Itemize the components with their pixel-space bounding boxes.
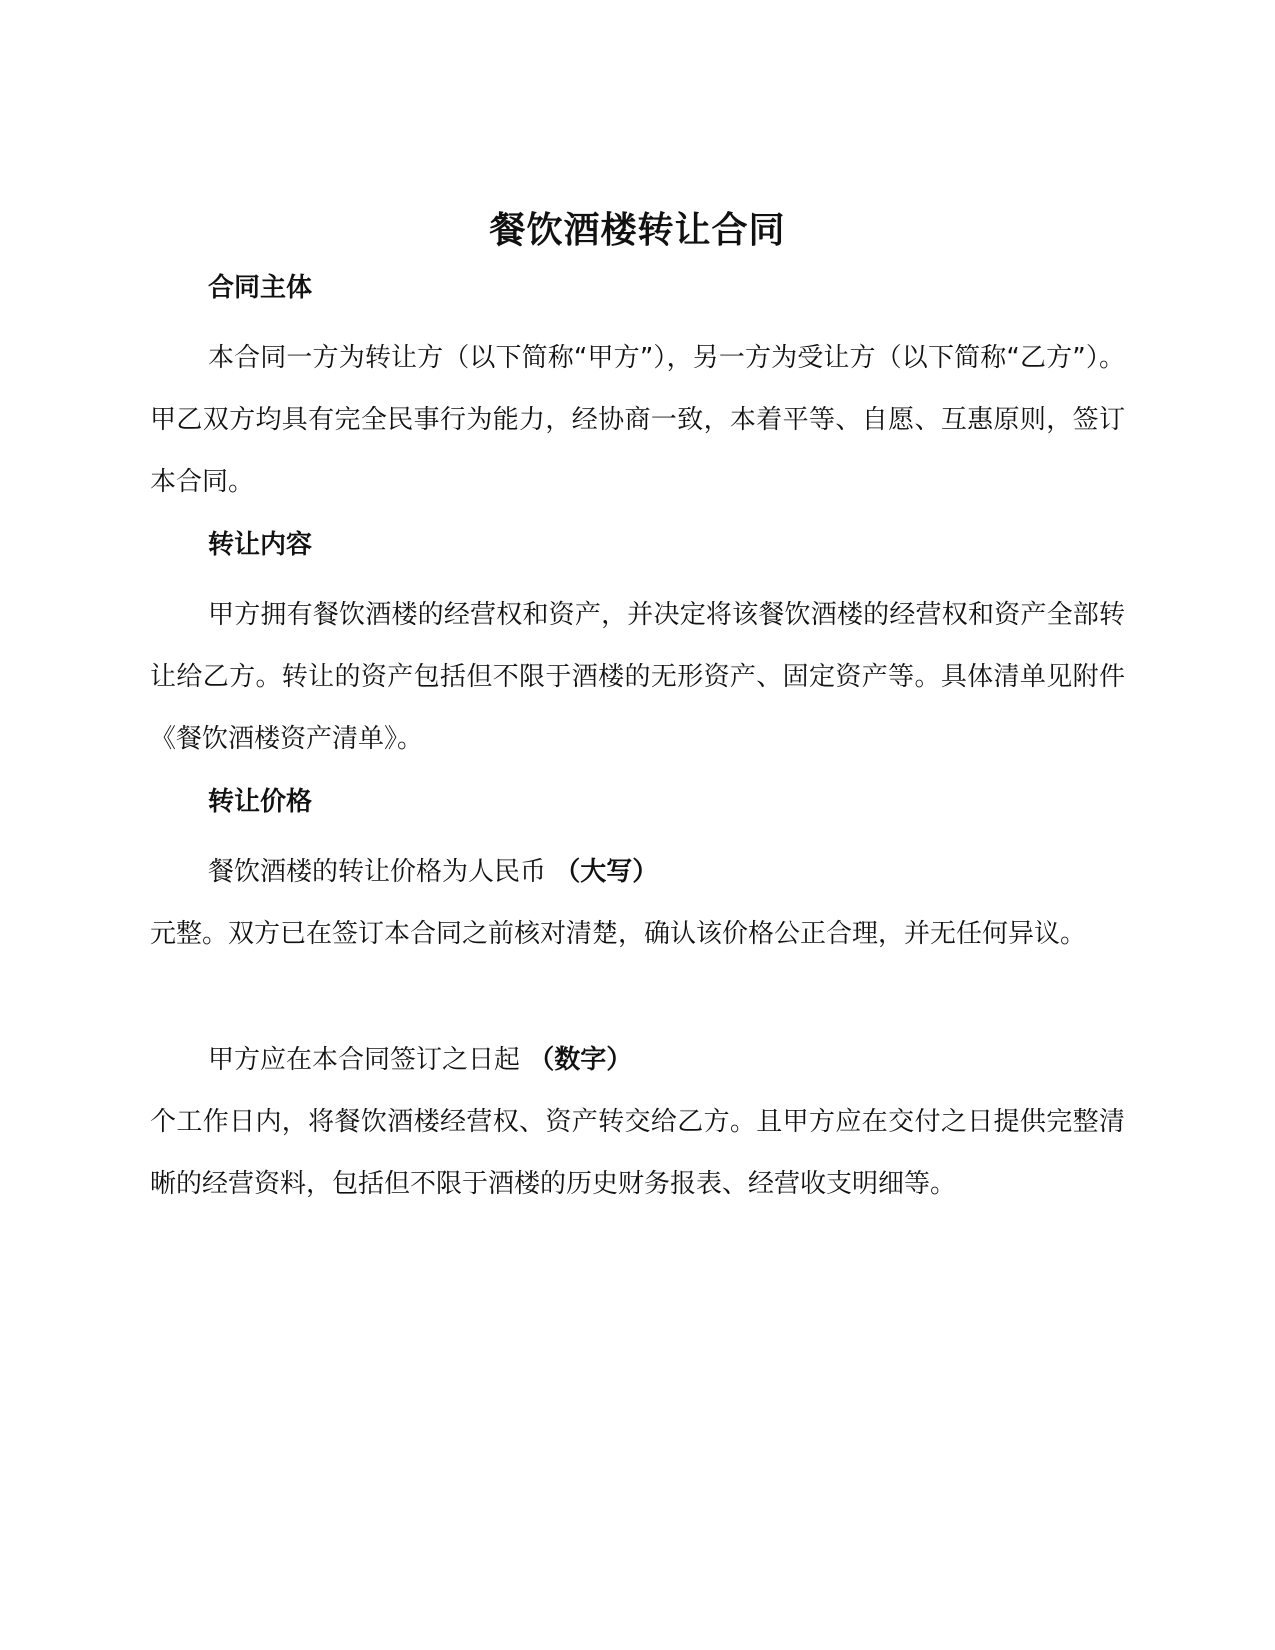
- section-heading-contract-parties: 合同主体: [208, 273, 313, 303]
- delivery-text-after: 个工作日内，将餐饮酒楼经营权、资产转交给乙方。且甲方应在交付之日提供完整清晰的经营资料，包括但不限于酒楼的历史财务报表、经营收支明细等。: [150, 1107, 1125, 1199]
- delivery-text-before: 甲方应在本合同签订之日起: [208, 1045, 529, 1075]
- document-title: 餐饮酒楼转让合同: [489, 210, 786, 251]
- paragraph-transfer-content: 甲方拥有餐饮酒楼的经营权和资产，并决定将该餐饮酒楼的经营权和资产全部转让给乙方。转让的资产包括但不限于酒楼的无形资产、固定资产等。具体清单见附件《餐饮酒楼资产清单》。: [150, 600, 1125, 754]
- section-heading-transfer-price: 转让价格: [208, 787, 313, 817]
- paragraph-transfer-price: [150, 841, 1125, 965]
- price-text-before: 餐饮酒楼的转让价格为人民币: [208, 857, 555, 887]
- paragraph-delivery-terms: [150, 1029, 1125, 1215]
- price-text-after: 元整。双方已在签订本合同之前核对清楚，确认该价格公正合理，并无任何异议。: [150, 919, 1087, 949]
- price-amount-marker: （大写）: [554, 857, 659, 887]
- section-heading-transfer-content: 转让内容: [208, 530, 313, 560]
- delivery-days-marker: （数字）: [528, 1045, 633, 1075]
- paragraph-contract-parties: 本合同一方为转让方（以下简称“甲方”），另一方为受让方（以下简称“乙方”）。甲乙双方均具有完全民事行为能力，经协商一致，本着平等、自愿、互惠原则，签订本合同。: [150, 343, 1125, 497]
